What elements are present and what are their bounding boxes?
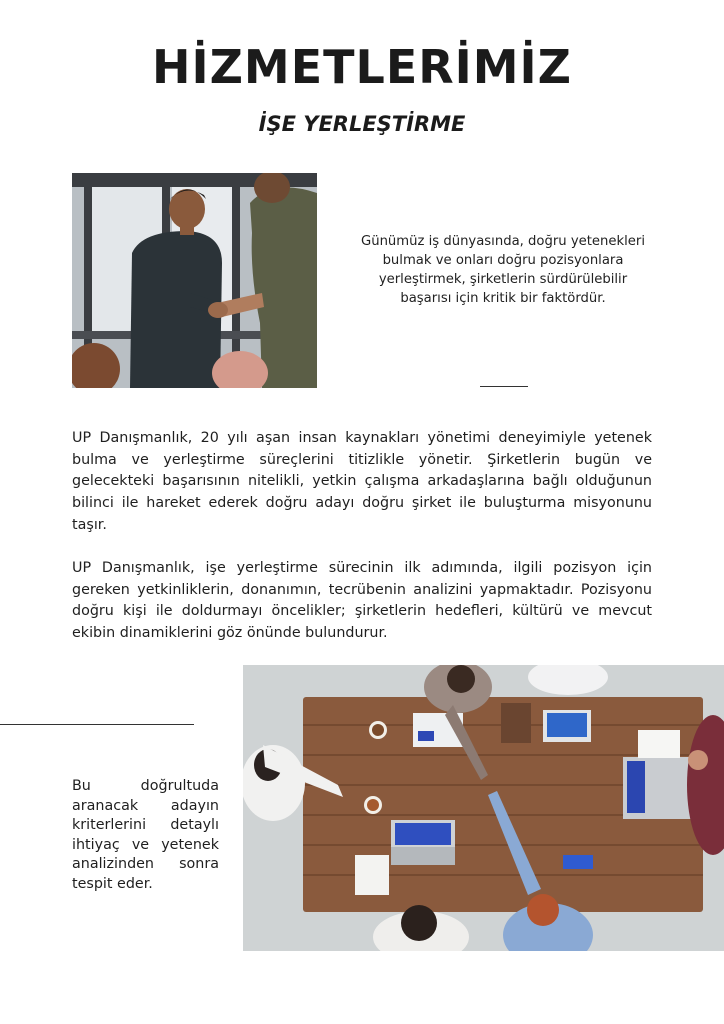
page-title: HİZMETLERİMİZ (151, 40, 573, 94)
paragraph-process: UP Danışmanlık, işe yerleştirme sürecinin ilk adımında, ilgili pozisyon için gereken yetkinliklerin, donanımın, tecrübenin analizini yapmaktadır. Pozisyonu doğru kişi ile doldurmayı öncelikler; şirketlerin hedefleri, kültürü ve mevcut ekibin dinamiklerini göz önünde bulundurur. (72, 560, 652, 642)
short-divider (480, 386, 528, 387)
team-meeting-photo (243, 665, 724, 951)
long-divider (0, 724, 194, 725)
side-text: Bu doğrultuda aranacak adayın kriterlerini detaylı ihtiyaç ve yetenek analizinden sonra tespit eder. (72, 778, 219, 892)
section-subtitle: İŞE YERLEŞTİRME (258, 112, 466, 136)
paragraph-experience: UP Danışmanlık, 20 yılı aşan insan kaynakları yönetimi deneyimiyle yetenek bulma ve yerleştirme süreçlerini titizlikle yönetir. Şirketlerin bugün ve gelecekteki başarısının nitelikli, yetkin çalışma arkadaşlarına bağlı olduğunun bilinci ile hareket ederek doğru adayı doğru şirket ile buluşturma misyonunu taşır. (72, 430, 652, 533)
handshake-photo (72, 173, 317, 388)
intro-text: Günümüz iş dünyasında, doğru yetenekleri bulmak ve onları doğru pozisyonlara yerleştirmek, şirketlerin sürdürülebilir başarısı için kritik bir faktördür. (361, 234, 645, 306)
